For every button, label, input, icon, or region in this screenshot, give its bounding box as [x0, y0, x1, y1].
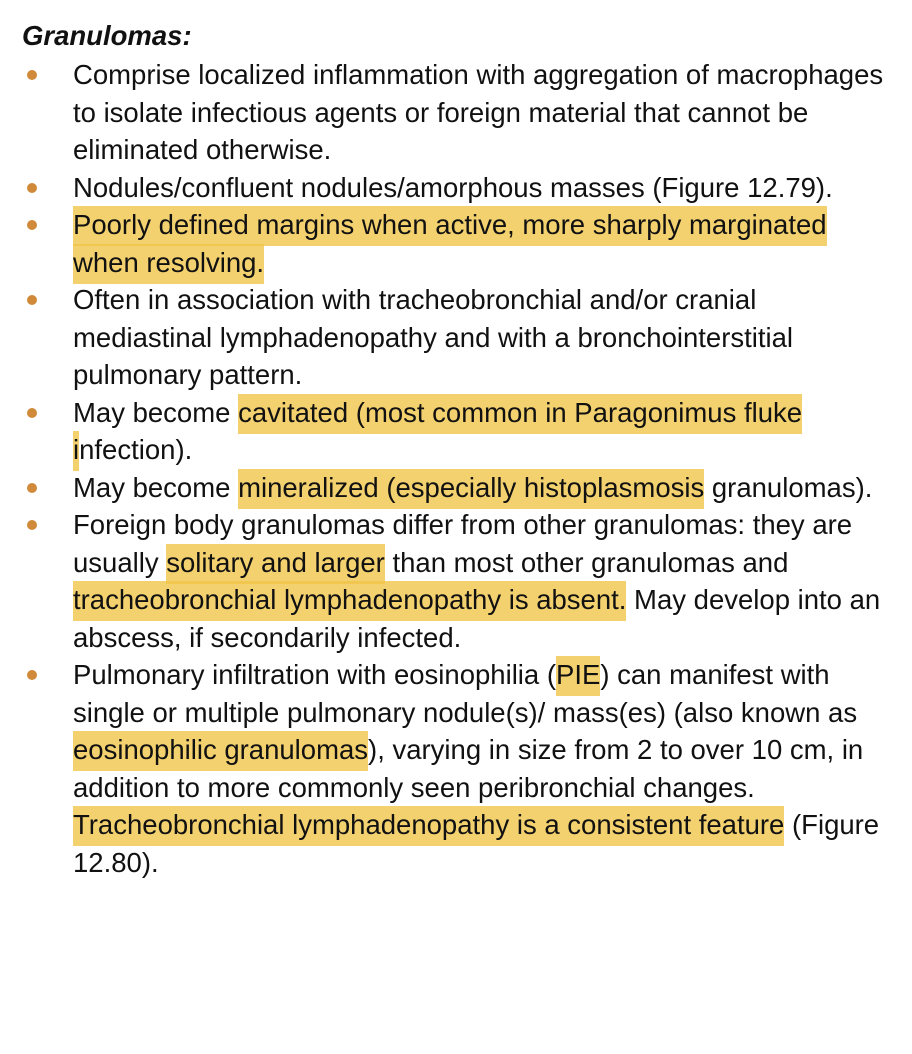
bullet-icon: [27, 295, 37, 305]
text-run: ), varying in size from 2 to over 10 cm, in addition to more commonly seen peribronchial changes.: [73, 734, 864, 803]
section-heading: Granulomas:: [22, 20, 192, 51]
highlighted-text: cavitated (most common in Paragonimus fluke i: [73, 394, 802, 472]
list-item: [0, 169, 912, 207]
list-item: [0, 281, 912, 394]
granuloma-bullet-list: [0, 56, 912, 881]
text-run: May become: [73, 396, 239, 428]
item-text: [73, 506, 892, 656]
bullet-icon: [27, 220, 37, 230]
text-run: (Figure 12.80).: [73, 809, 880, 878]
item-text: [73, 206, 892, 281]
text-run: May become: [73, 471, 239, 503]
bullet-icon: [27, 70, 37, 80]
bullet-icon: [27, 670, 37, 680]
text-run: Comprise localized inflammation with aggregation of macrophages to isolate infectious agents or foreign material that cannot be eliminated otherwise.: [73, 59, 884, 165]
item-text: [73, 56, 892, 169]
bullet-icon: [27, 520, 37, 530]
highlighted-text: Poorly defined margins when active, more sharply marginated when resolving.: [73, 206, 827, 284]
text-run: May develop into an abscess, if secondarily infected.: [73, 584, 881, 653]
highlighted-text: eosinophilic granulomas: [73, 731, 368, 771]
list-item: [0, 56, 912, 169]
bullet-icon: [27, 483, 37, 493]
item-text: [73, 469, 892, 507]
list-item: [0, 206, 912, 281]
text-run: nfection).: [79, 434, 193, 465]
highlighted-text: PIE: [556, 656, 600, 696]
text-run: Often in association with tracheobronchial and/or cranial mediastinal lymphadenopathy and with a bronchointerstitial pulmonary pattern.: [73, 284, 794, 390]
item-text: [73, 656, 892, 881]
bullet-icon: [27, 408, 37, 418]
item-text: [73, 394, 892, 469]
highlighted-text: tracheobronchial lymphadenopathy is absent.: [73, 581, 626, 621]
item-text: [73, 281, 892, 394]
text-run: ) can manifest with single or multiple pulmonary nodule(s)/ mass(es) (also known as: [73, 659, 858, 728]
text-run: than most other granulomas and: [384, 546, 789, 578]
bullet-icon: [27, 183, 37, 193]
text-run: granulomas).: [704, 471, 873, 503]
item-text: [73, 169, 892, 207]
highlighted-text: solitary and larger: [166, 544, 385, 584]
list-item: [0, 506, 912, 656]
text-run: Foreign body granulomas differ from other granulomas: they are usually: [73, 509, 853, 578]
highlighted-text: mineralized (especially histoplasmosis: [238, 469, 704, 509]
text-run: Pulmonary infiltration with eosinophilia (: [73, 659, 557, 690]
list-item: [0, 469, 912, 507]
list-item: [0, 656, 912, 881]
list-item: [0, 394, 912, 469]
text-run: Nodules/confluent nodules/amorphous masses (Figure 12.79).: [73, 171, 833, 203]
highlighted-text: Tracheobronchial lymphadenopathy is a consistent feature: [73, 806, 784, 846]
